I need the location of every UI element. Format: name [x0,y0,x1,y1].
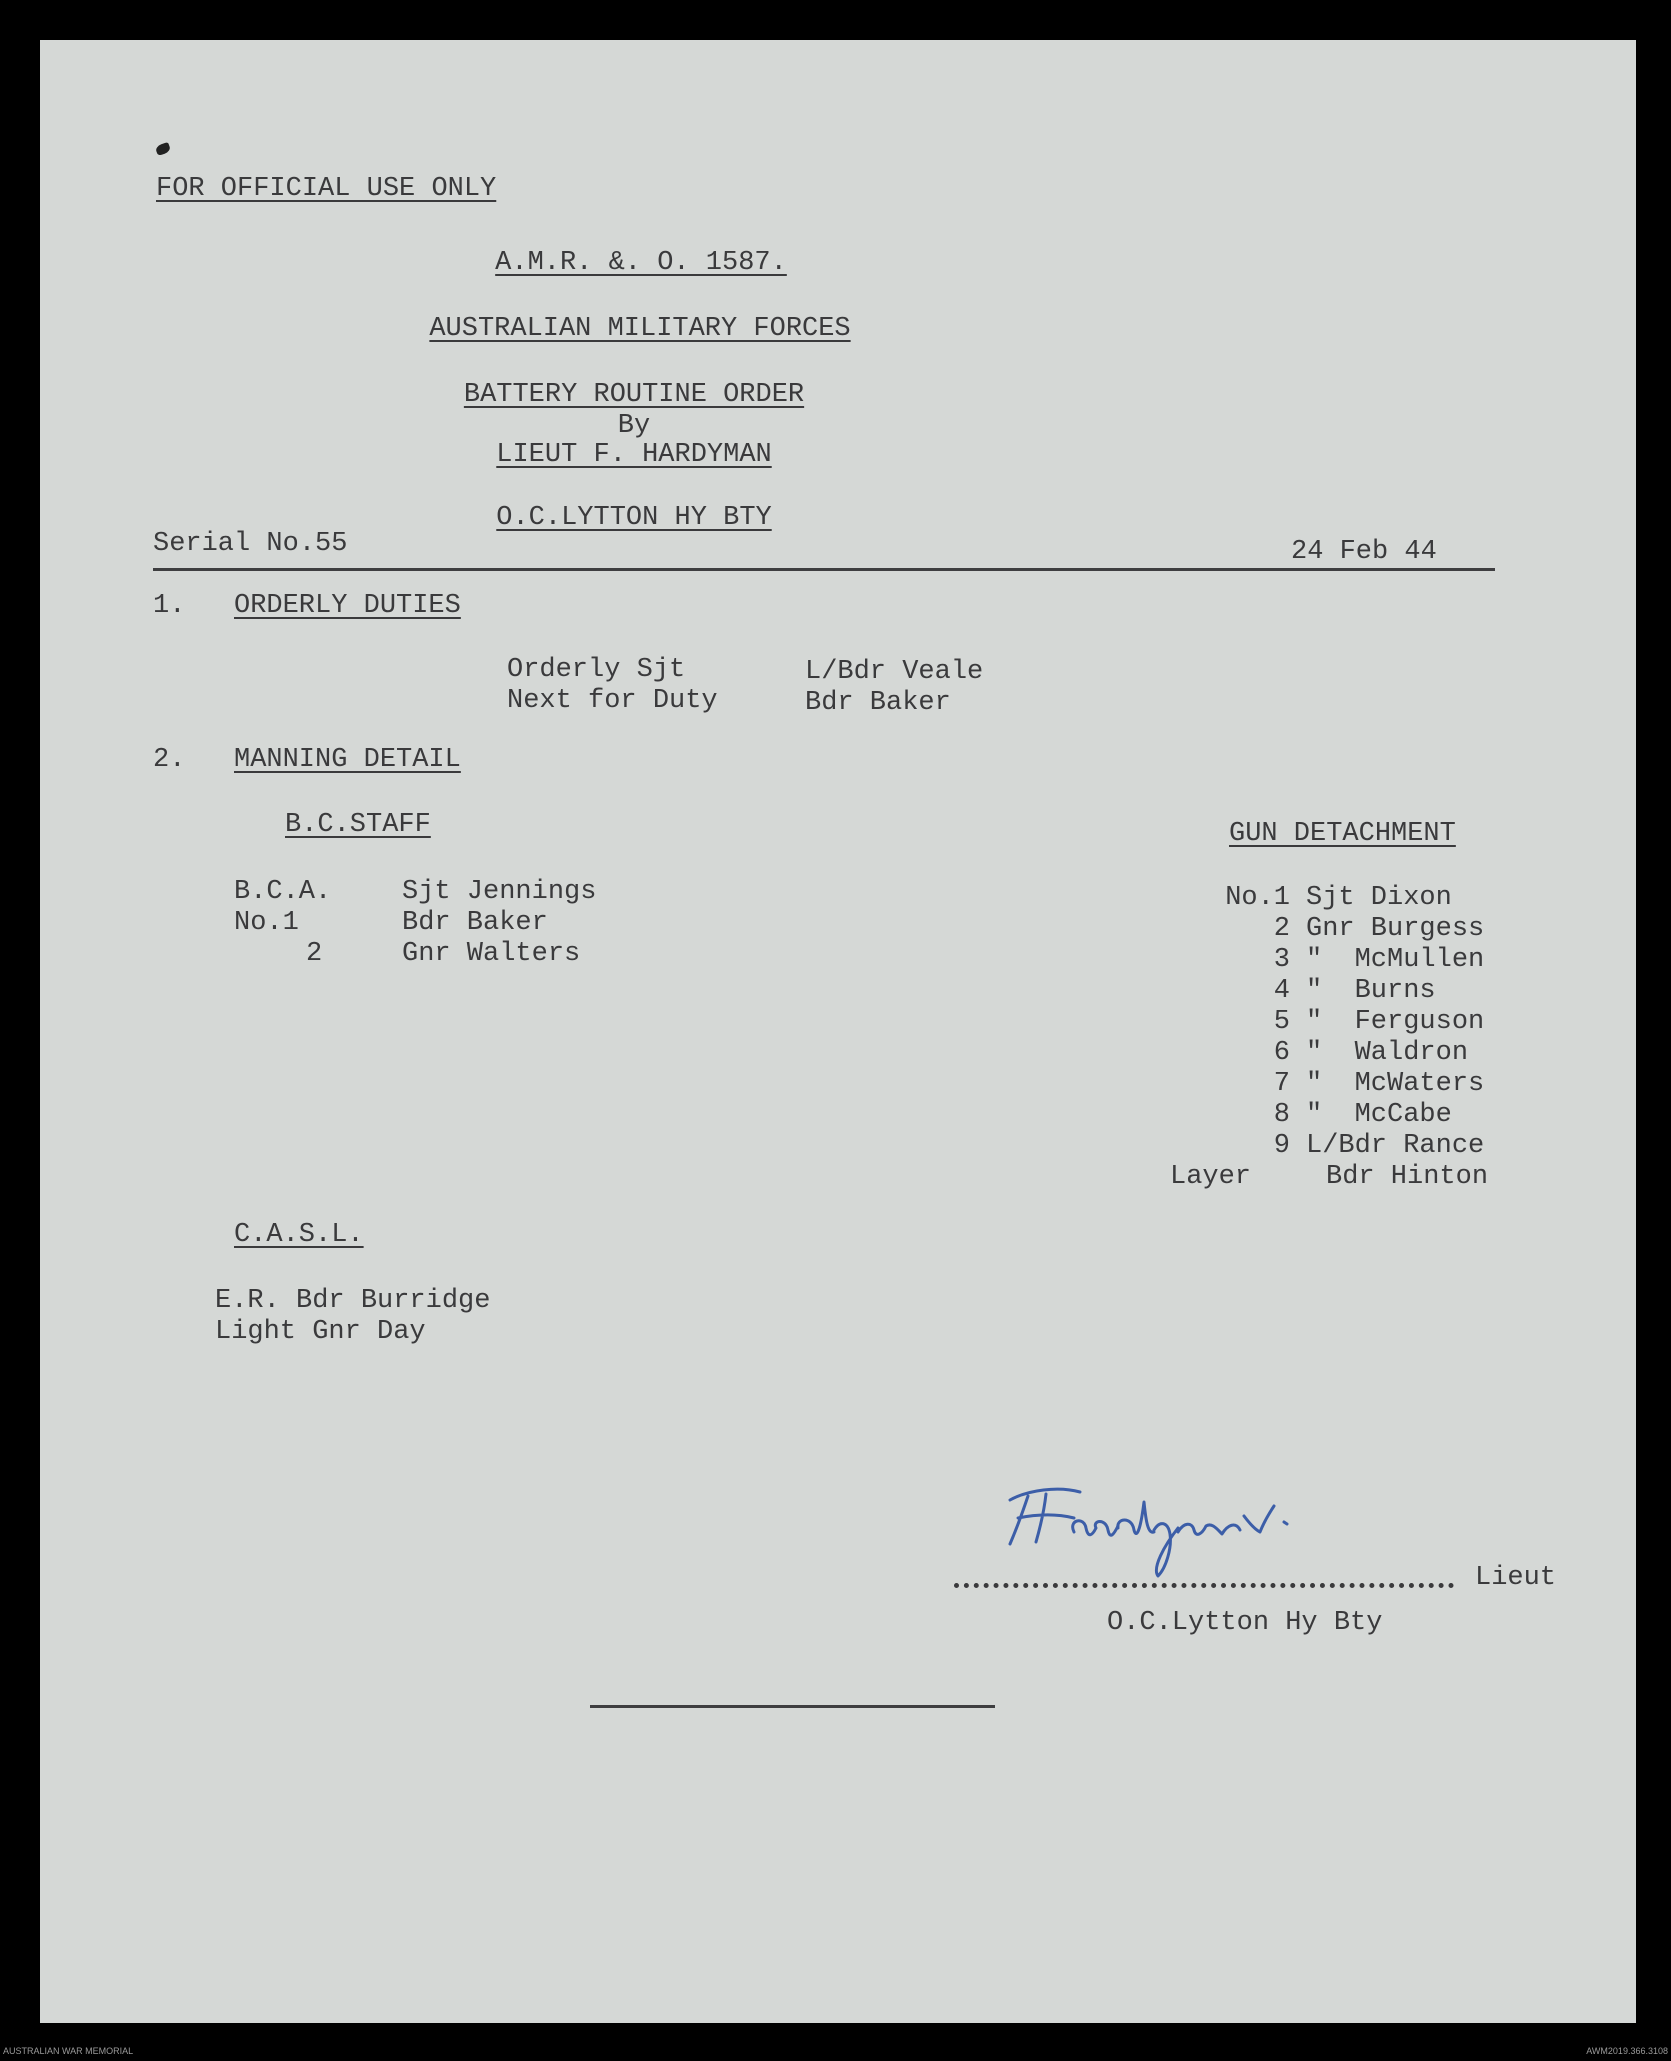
bc-staff-pos: No.1 [234,908,299,938]
bc-staff-name: Gnr Walters [402,939,581,969]
bc-staff-name: Sjt Jennings [402,877,597,907]
duty-role: Orderly Sjt [507,655,686,685]
section-2-title: MANNING DETAIL [234,745,461,775]
gun-name: L/Bdr Rance [1306,1131,1485,1161]
gun-name: " McCabe [1306,1100,1452,1130]
gun-pos: 2 [1273,914,1290,944]
document-page [40,40,1636,2023]
duty-name: Bdr Baker [805,688,951,718]
casl-title: C.A.S.L. [234,1220,364,1250]
casl-entry: Light Gnr Day [215,1317,426,1347]
gun-pos: No.1 [1225,883,1290,913]
signature-line [954,1583,1454,1588]
officer-name: LIEUT F. HARDYMAN [496,440,772,470]
section-1-title: ORDERLY DUTIES [234,591,461,621]
gun-pos: 8 [1273,1100,1290,1130]
closing-rule [590,1705,995,1708]
gun-name: " Burns [1306,976,1436,1006]
bc-staff-name: Bdr Baker [402,908,548,938]
footer-accession-number: AWM2019.366.3108 [1586,2046,1668,2056]
bc-staff-pos: B.C.A. [234,877,332,907]
gun-name: Bdr Hinton [1326,1162,1489,1192]
gun-pos: 7 [1273,1069,1290,1099]
bc-staff-pos: 2 [306,939,323,969]
signature-rank: Lieut [1475,1563,1557,1593]
gun-name: " McWaters [1306,1069,1485,1099]
signature-handwriting [988,1472,1408,1592]
duty-name: L/Bdr Veale [805,657,984,687]
gun-pos: 6 [1273,1038,1290,1068]
by-label: By [617,411,651,441]
signature-unit: O.C.Lytton Hy Bty [1107,1608,1383,1638]
ink-mark [155,142,172,156]
gun-name: Sjt Dixon [1306,883,1452,913]
order-date: 24 Feb 44 [1291,537,1437,567]
gun-pos: 5 [1273,1007,1290,1037]
header-rule [153,568,1495,571]
serial-number: Serial No.55 [153,529,348,559]
footer-archive-name: AUSTRALIAN WAR MEMORIAL [3,2046,134,2056]
unit-heading: O.C.LYTTON HY BTY [496,503,772,533]
gun-detachment-title: GUN DETACHMENT [1229,819,1456,849]
gun-name: " Ferguson [1306,1007,1485,1037]
gun-pos: 9 [1273,1131,1290,1161]
bc-staff-title: B.C.STAFF [285,810,431,840]
official-use-label: FOR OFFICIAL USE ONLY [156,174,497,204]
order-title: BATTERY ROUTINE ORDER [463,380,805,410]
gun-name: Gnr Burgess [1306,914,1485,944]
gun-pos: Layer [1170,1162,1252,1192]
duty-role: Next for Duty [507,686,718,716]
section-2-number: 2. [153,745,186,775]
casl-entry: E.R. Bdr Burridge [215,1286,491,1316]
gun-pos: 4 [1273,976,1290,1006]
gun-name: " Waldron [1306,1038,1469,1068]
section-1-number: 1. [153,591,186,621]
amr-reference: A.M.R. &. O. 1587. [495,248,787,278]
gun-name: " McMullen [1306,945,1485,975]
gun-pos: 3 [1273,945,1290,975]
forces-heading: AUSTRALIAN MILITARY FORCES [429,314,851,344]
